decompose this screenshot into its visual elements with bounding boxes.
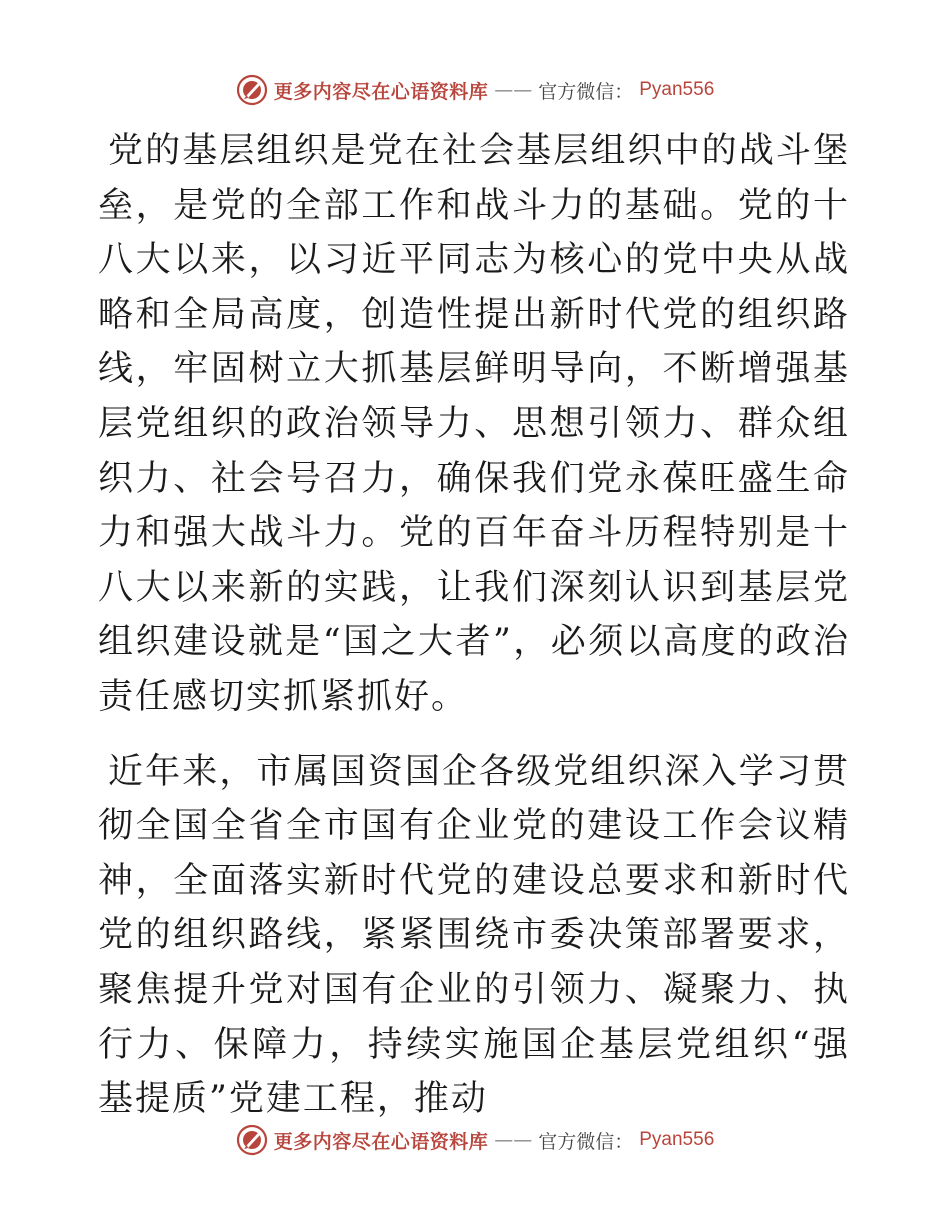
paragraph-1: 党的基层组织是党在社会基层组织中的战斗堡垒，是党的全部工作和战斗力的基础。党的十八大以来，以习近平同志为核心的党中央从战略和全局高度，创造性提出新时代党的组织路线，牢固树立大抓基层鲜明导向，不断增强基层党组织的政治领导力、思想引领力、群众组织力、社会号召力，确保我们党永葆旺盛生命力和强大战斗力。党的百年奋斗历程特别是十八大以来新的实践，让我们深刻认识到基层党组织建设就是“国之大者”，必须以高度的政治责任感切实抓紧抓好。	[98, 131, 850, 717]
quill-logo-icon	[236, 74, 268, 106]
header-dash: ——	[494, 79, 533, 101]
document-body	[98, 124, 850, 1127]
footer-dash: ——	[494, 1129, 533, 1151]
header-wechat-id: Pyan556	[639, 79, 715, 100]
header-wechat-label: 官方微信：	[538, 80, 634, 103]
header-promo-text: 更多内容尽在心语资料库	[273, 80, 489, 103]
footer-wechat-id: Pyan556	[639, 1129, 715, 1150]
footer-banner	[0, 1120, 950, 1160]
quill-logo-icon	[236, 1124, 268, 1156]
header-banner	[0, 70, 950, 110]
footer-wechat-label: 官方微信：	[538, 1130, 634, 1153]
paragraph-2: 近年来，市属国资国企各级党组织深入学习贯彻全国全省全市国有企业党的建设工作会议精神，全面落实新时代党的建设总要求和新时代党的组织路线，紧紧围绕市委决策部署要求，聚焦提升党对国有企业的引领力、凝聚力、执行力、保障力，持续实施国企基层党组织“强基提质”党建工程，推动	[98, 751, 850, 1120]
footer-promo-text: 更多内容尽在心语资料库	[273, 1130, 489, 1153]
